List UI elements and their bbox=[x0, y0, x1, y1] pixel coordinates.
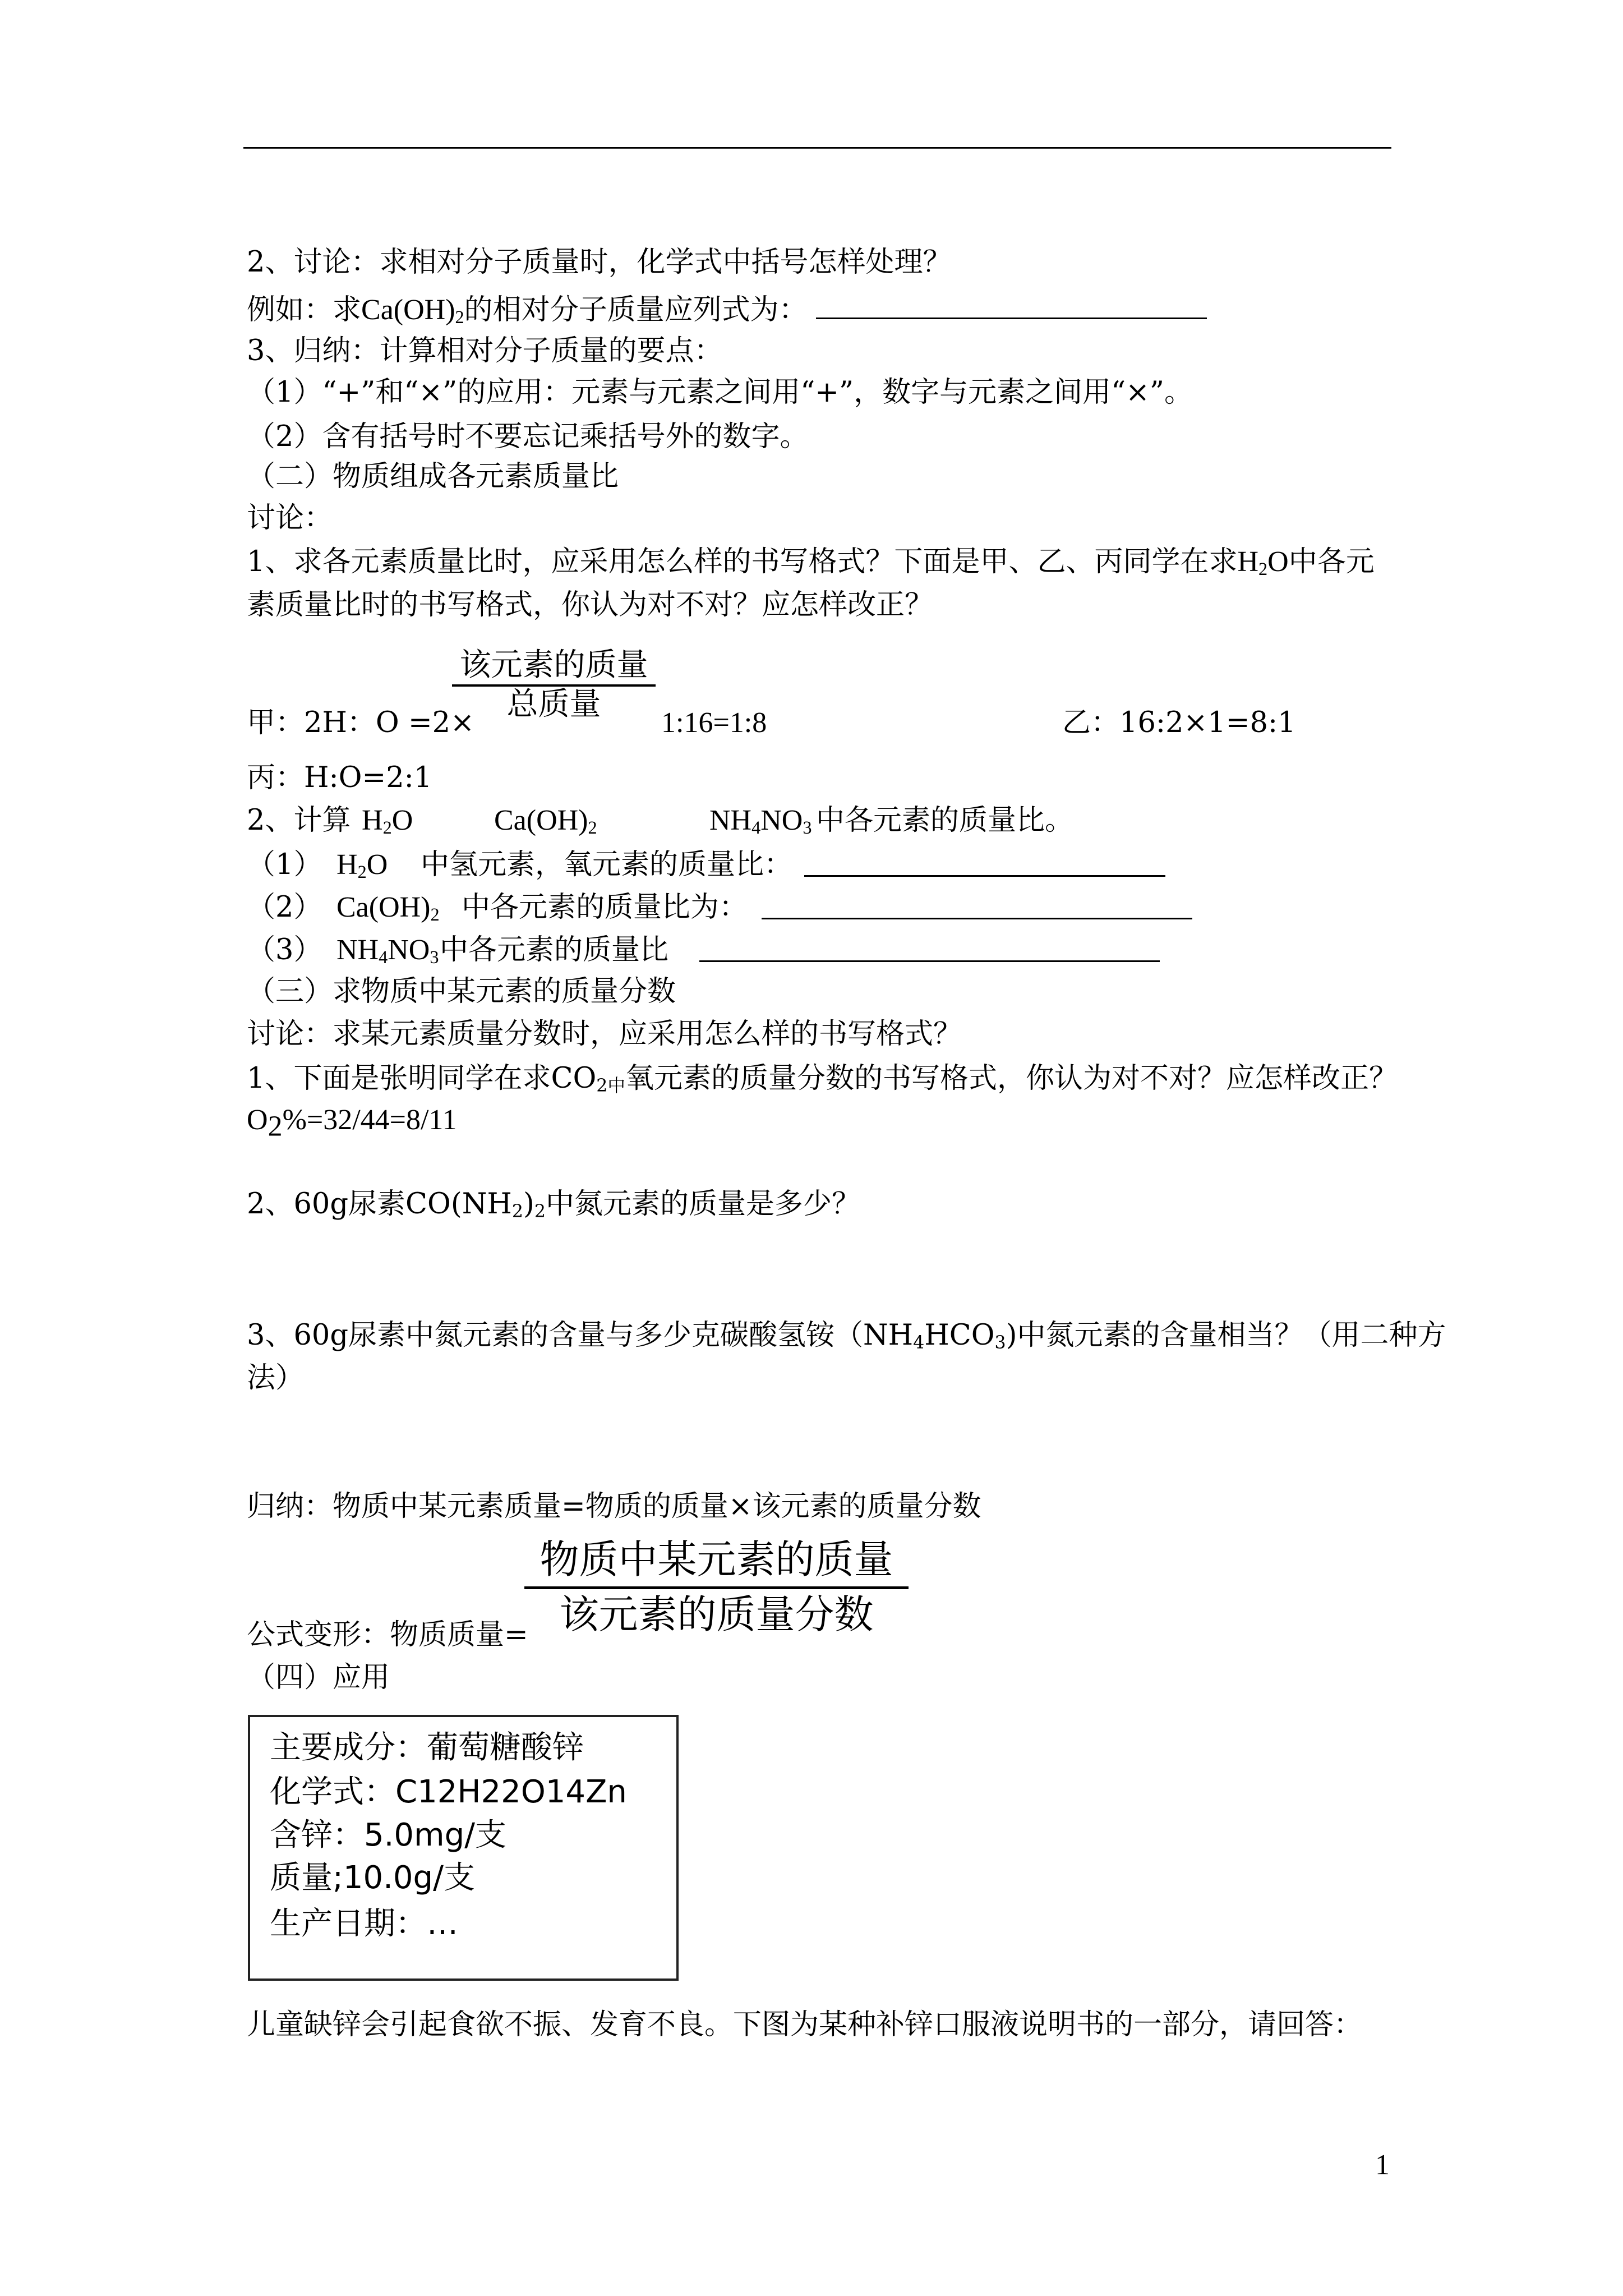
item-text: 中各元素的质量比为： bbox=[462, 891, 748, 924]
formula-subscript: 3 bbox=[803, 817, 812, 838]
formula-part: NO bbox=[760, 804, 803, 836]
formula-part: Ca(OH) bbox=[494, 804, 588, 836]
formula-part: O bbox=[366, 849, 388, 881]
discussion-label-text: 讨论： bbox=[247, 501, 333, 535]
section-heading-3-text: （三）求物质中某元素的质量分数 bbox=[247, 975, 676, 1008]
summary-formula-text: 归纳：物质中某元素质量=物质的质量×该元素的质量分数 bbox=[247, 1490, 981, 1523]
question-2-suffix: 中各元素的质量比。 bbox=[816, 804, 1074, 837]
label-mass: 质量;10.0g/支 bbox=[270, 1860, 475, 1896]
item-text: 中氢元素，氧元素的质量比： bbox=[421, 848, 793, 881]
point-2-text: （2）含有括号时不要忘记乘括号外的数字。 bbox=[247, 420, 809, 453]
formula-caoh2 bbox=[361, 294, 464, 326]
formula-part: Ca(OH) bbox=[361, 294, 455, 326]
formula-subscript: 3 bbox=[430, 947, 439, 968]
formula-subscript: 2 bbox=[430, 904, 440, 925]
formula-subscript: 2 bbox=[511, 1201, 523, 1222]
student-zhang-answer bbox=[247, 1103, 457, 1143]
formula-part: NH bbox=[336, 934, 379, 966]
answer-blank-line bbox=[699, 960, 1160, 962]
formula-subscript: 4 bbox=[751, 817, 761, 838]
formula-subscript: 4 bbox=[913, 1332, 925, 1353]
point-1 bbox=[247, 376, 1193, 409]
answer-blank-line bbox=[762, 918, 1192, 919]
example-suffix: 的相对分子质量应列式为： bbox=[464, 293, 808, 326]
discussion-3 bbox=[247, 1018, 962, 1051]
header-rule bbox=[243, 147, 1391, 149]
student-jia-answer: 甲：2H：O =2× bbox=[247, 706, 474, 739]
answer-part: O bbox=[247, 1104, 268, 1136]
question-3-1-suffix: 氧元素的质量分数的书写格式，你认为对不对？应怎样改正？ bbox=[625, 1062, 1398, 1095]
formula-subscript: 3 bbox=[994, 1332, 1006, 1353]
question-part: HCO bbox=[924, 1319, 995, 1352]
fraction-denominator: 该元素的质量分数 bbox=[559, 1591, 874, 1637]
formula-caoh2 bbox=[494, 804, 597, 838]
formula-subscript: 2 bbox=[588, 817, 597, 838]
section-heading-4-text: （四）应用 bbox=[247, 1661, 390, 1694]
fraction-element-mass-over-total bbox=[449, 646, 659, 723]
fraction-numerator: 物质中某元素的质量 bbox=[540, 1536, 893, 1582]
application-question-text: 儿童缺锌会引起食欲不振、发育不良。下图为某种补锌口服液说明书的一部分，请回答： bbox=[247, 2008, 1363, 2041]
small-char: 中 bbox=[607, 1075, 626, 1096]
item-text: 中各元素的质量比 bbox=[440, 933, 669, 967]
formula-subscript: 2 bbox=[357, 862, 367, 882]
formula-part: Ca(OH) bbox=[336, 891, 431, 923]
formula-part: H bbox=[362, 804, 383, 836]
formula-caoh2 bbox=[336, 891, 440, 924]
question-part: 法） bbox=[247, 1361, 305, 1395]
label-production-date: 生产日期：… bbox=[270, 1906, 458, 1942]
question-1-line-2-text: 素质量比时的书写格式，你认为对不对？应怎样改正？ bbox=[247, 588, 934, 622]
question-part: 2、60g尿素CO(NH bbox=[247, 1188, 512, 1221]
formula-part: O bbox=[391, 804, 413, 836]
formula-subscript: 2 bbox=[268, 1110, 283, 1143]
question-1-line-2 bbox=[247, 588, 933, 622]
question-3-3-line-1 bbox=[247, 1319, 1446, 1352]
discussion-3-text: 讨论：求某元素质量分数时，应采用怎么样的书写格式？ bbox=[247, 1018, 962, 1051]
label-ingredient: 主要成分：葡萄糖酸锌 bbox=[270, 1729, 584, 1766]
discussion-q2 bbox=[247, 246, 951, 279]
fraction-numerator: 该元素的质量 bbox=[459, 647, 648, 683]
question-2-prefix: 2、计算 bbox=[247, 804, 351, 837]
student-bing-answer: 丙：H:O=2:1 bbox=[247, 761, 432, 794]
section-heading-2-text: （二）物质组成各元素质量比 bbox=[247, 460, 619, 493]
formula-part: NH bbox=[709, 804, 752, 836]
formula-nh4no3 bbox=[709, 804, 811, 838]
formula-part: O bbox=[1267, 546, 1289, 578]
formula-nh4no3 bbox=[336, 933, 439, 967]
formula-part: NO bbox=[388, 934, 430, 966]
formula-h2o bbox=[336, 848, 388, 882]
example-prefix: 例如：求 bbox=[247, 293, 362, 326]
page-number: 1 bbox=[1375, 2149, 1390, 2181]
formula-subscript: 4 bbox=[379, 947, 388, 968]
formula-subscript: 2 bbox=[1258, 559, 1268, 579]
formula-h2o bbox=[362, 804, 413, 838]
answer-blank-line bbox=[804, 875, 1165, 877]
student-yi-answer: 乙：16:2×1=8:1 bbox=[1062, 706, 1296, 739]
section-heading-4 bbox=[247, 1661, 390, 1695]
item-number: （2） bbox=[247, 891, 322, 924]
question-3-1 bbox=[247, 1062, 1398, 1096]
formula-subscript: 2 bbox=[455, 307, 464, 328]
question-1-prefix: 1、求各元素质量比时，应采用怎么样的书写格式？下面是甲、乙、丙同学在求 bbox=[247, 545, 1238, 578]
example-line bbox=[247, 293, 808, 327]
fraction-element-mass-over-fraction bbox=[524, 1533, 909, 1640]
item-number: （1） bbox=[247, 848, 322, 881]
answer-part: %=32/44=8/11 bbox=[282, 1104, 457, 1136]
formula-transform-label bbox=[247, 1618, 528, 1652]
product-label-box bbox=[248, 1715, 679, 1981]
formula-part: H bbox=[1237, 546, 1259, 578]
point-1-text: （1）“+”和“×”的应用：元素与元素之间用“+”，数字与元素之间用“×”。 bbox=[247, 376, 1193, 409]
point-2 bbox=[247, 420, 808, 454]
student-bing-row bbox=[247, 761, 432, 795]
question-1-suffix: 中各元 bbox=[1288, 545, 1375, 578]
formula-part: H bbox=[336, 849, 358, 881]
fraction-denominator: 总质量 bbox=[506, 686, 601, 723]
application-question bbox=[247, 2008, 1362, 2042]
label-zinc-content: 含锌：5.0mg/支 bbox=[270, 1817, 507, 1853]
formula-subscript: 2 bbox=[596, 1075, 608, 1096]
summary-q3 bbox=[247, 334, 722, 368]
section-heading-3 bbox=[247, 975, 676, 1009]
discussion-label bbox=[247, 501, 333, 535]
formula-h2o bbox=[1237, 546, 1288, 578]
item-number: （3） bbox=[247, 933, 322, 967]
question-part: ) bbox=[523, 1188, 534, 1221]
student-jia-result: 1:16=1:8 bbox=[661, 707, 767, 739]
section-heading-2 bbox=[247, 460, 619, 494]
question-1-line-1 bbox=[247, 545, 1375, 579]
formula-subscript: 2 bbox=[382, 817, 392, 838]
question-3-2 bbox=[247, 1188, 860, 1221]
question-3-3-line-2 bbox=[247, 1361, 304, 1395]
formula-subscript: 2 bbox=[534, 1201, 546, 1222]
discussion-q2-text: 2、讨论：求相对分子质量时，化学式中括号怎样处理？ bbox=[247, 246, 952, 279]
label-chemical-formula: 化学式：C12H22O14Zn bbox=[270, 1774, 627, 1810]
question-part: )中氮元素的含量相当？（用二种方 bbox=[1006, 1319, 1446, 1352]
question-part: 中氮元素的质量是多少？ bbox=[545, 1188, 860, 1221]
answer-blank-line bbox=[816, 318, 1207, 319]
summary-formula bbox=[247, 1490, 981, 1524]
question-part: 3、60g尿素中氮元素的含量与多少克碳酸氢铵（NH bbox=[247, 1319, 914, 1352]
question-3-1-prefix: 1、下面是张明同学在求CO bbox=[247, 1062, 597, 1095]
formula-transform-text: 公式变形：物质质量= bbox=[247, 1618, 528, 1651]
summary-q3-text: 3、归纳：计算相对分子质量的要点： bbox=[247, 334, 723, 367]
